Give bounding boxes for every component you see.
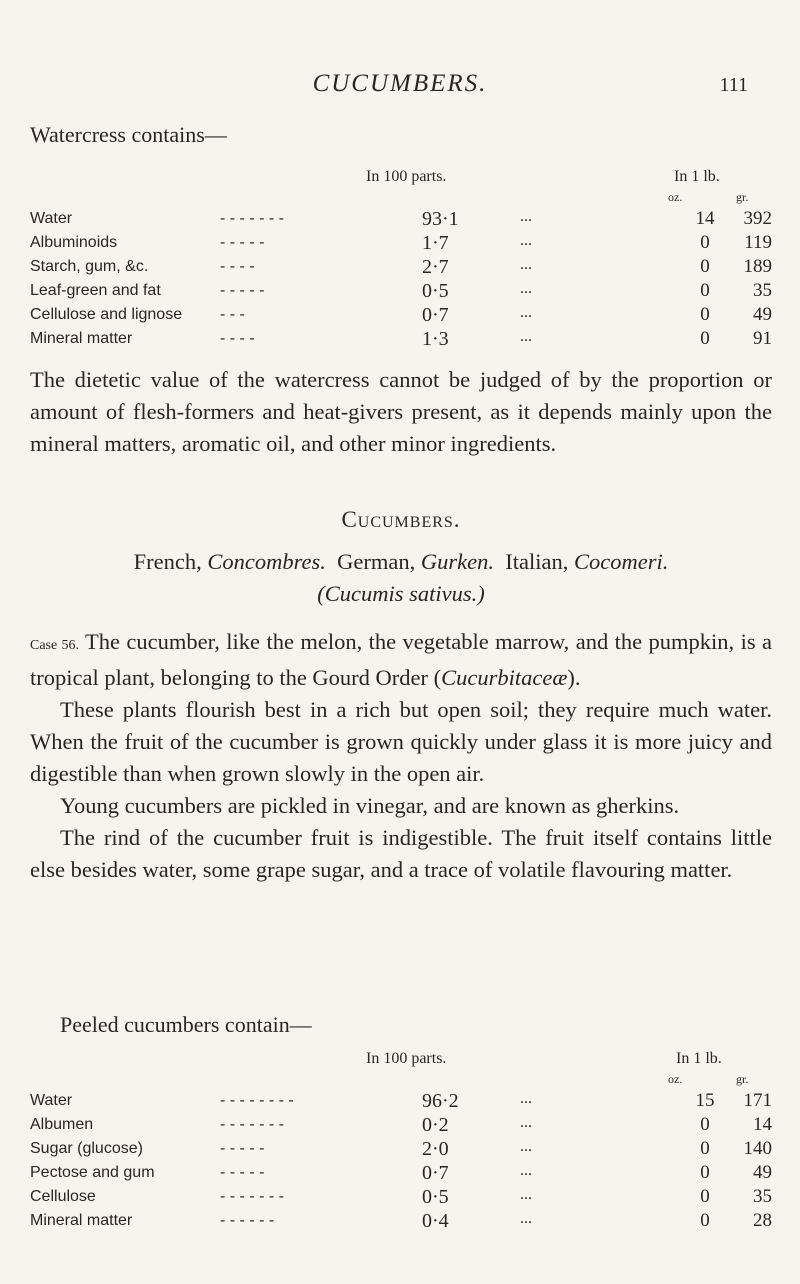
row-label: Water xyxy=(30,1092,73,1109)
row-leader-dots: ... xyxy=(520,1186,532,1203)
row-oz-value: 0 xyxy=(700,1114,710,1135)
row-parts-value: 0·7 xyxy=(422,304,449,326)
french-label: French, xyxy=(133,549,202,574)
table-row xyxy=(30,1116,770,1140)
row-parts-value: 1·7 xyxy=(422,232,449,254)
row-parts-value: 0·7 xyxy=(422,1162,449,1184)
paragraph-1-text: The cucumber, like the melon, the vegetable marrow, and the pumpkin, is a tropical plant, belonging to the Gourd Order ( xyxy=(30,629,772,690)
row-label: Pectose and gum xyxy=(30,1164,155,1181)
row-dashes: - - - - - - - - xyxy=(220,1092,294,1109)
row-dashes: - - - xyxy=(220,306,245,323)
paragraph-4: The rind of the cucumber fruit is indigestible. The fruit itself contains little else besides water, some grape sugar, and a trace of volatile flavouring matter. xyxy=(30,825,772,882)
row-label: Albumen xyxy=(30,1116,94,1133)
table-row xyxy=(30,1188,770,1212)
row-leader-dots: ... xyxy=(520,304,532,321)
paragraph-1-italic: Cucurbitaceæ xyxy=(441,665,568,690)
row-parts-value: 0·5 xyxy=(422,1186,449,1208)
cucumber-table-intro: Peeled cucumbers contain— xyxy=(60,1012,312,1037)
row-parts-value: 2·0 xyxy=(422,1138,449,1160)
cucumber-sub-oz: oz. xyxy=(668,1072,683,1086)
paragraph-1-end: ). xyxy=(567,665,581,690)
italian-name: Cocomeri. xyxy=(573,549,669,574)
row-dashes: - - - - xyxy=(220,330,255,347)
latin-name-line xyxy=(30,578,772,610)
row-label: Albuminoids xyxy=(30,234,118,251)
latin-name: (Cucumis sativus.) xyxy=(317,581,485,606)
table-row xyxy=(30,1164,770,1188)
row-leader-dots: ... xyxy=(520,1138,532,1155)
row-gr-value: 189 xyxy=(743,256,772,277)
row-gr-value: 35 xyxy=(753,1186,772,1207)
row-oz-value: 0 xyxy=(700,280,710,301)
row-gr-value: 392 xyxy=(743,208,772,229)
row-gr-value: 35 xyxy=(753,280,772,301)
paragraph-2: These plants flourish best in a rich but open soil; they require much water. When the fruit of the cucumber is grown quickly under glass it is more juicy and digestible than when grown slowly in the open air. xyxy=(30,697,772,786)
row-label: Mineral matter xyxy=(30,1212,133,1229)
row-parts-value: 0·4 xyxy=(422,1210,449,1232)
table-row xyxy=(30,306,770,330)
table-row xyxy=(30,330,770,354)
table-row xyxy=(30,258,770,282)
body-text xyxy=(30,626,772,886)
dietetic-paragraph xyxy=(30,364,772,460)
table-row xyxy=(30,234,770,258)
row-parts-value: 96·2 xyxy=(422,1090,459,1112)
row-oz-value: 0 xyxy=(700,1210,710,1231)
table-row xyxy=(30,1140,770,1164)
row-leader-dots: ... xyxy=(520,1114,532,1131)
table-row xyxy=(30,1092,770,1116)
table-row xyxy=(30,1212,770,1236)
italian-label: Italian, xyxy=(505,549,569,574)
row-gr-value: 49 xyxy=(753,1162,772,1183)
row-oz-value: 0 xyxy=(700,1162,710,1183)
row-label: Mineral matter xyxy=(30,330,133,347)
row-gr-value: 171 xyxy=(743,1090,772,1111)
german-label: German, xyxy=(337,549,416,574)
row-dashes: - - - - - - - xyxy=(220,210,284,227)
watercress-col-lb: In 1 lb. xyxy=(674,168,720,185)
row-leader-dots: ... xyxy=(520,256,532,273)
row-dashes: - - - - xyxy=(220,258,255,275)
row-gr-value: 119 xyxy=(744,232,772,253)
row-dashes: - - - - - - - xyxy=(220,1116,284,1133)
row-label: Starch, gum, &c. xyxy=(30,258,149,275)
row-parts-value: 0·2 xyxy=(422,1114,449,1136)
row-gr-value: 49 xyxy=(753,304,772,325)
french-name: Concombres. xyxy=(207,549,326,574)
row-oz-value: 0 xyxy=(700,232,710,253)
watercress-table-intro: Watercress contains— xyxy=(30,122,227,147)
row-oz-value: 15 xyxy=(695,1090,715,1111)
row-oz-value: 14 xyxy=(695,208,715,229)
row-oz-value: 0 xyxy=(700,304,710,325)
cucumber-col-parts: In 100 parts. xyxy=(366,1050,447,1067)
row-gr-value: 14 xyxy=(753,1114,772,1135)
row-dashes: - - - - - xyxy=(220,1140,265,1157)
table-row xyxy=(30,282,770,306)
row-leader-dots: ... xyxy=(520,280,532,297)
paragraph-3: Young cucumbers are pickled in vinegar, and are known as gherkins. xyxy=(60,793,680,818)
row-dashes: - - - - - xyxy=(220,234,265,251)
common-names-line xyxy=(30,546,772,578)
watercress-sub-oz: oz. xyxy=(668,190,683,204)
watercress-col-parts: In 100 parts. xyxy=(366,168,447,185)
row-parts-value: 93·1 xyxy=(422,208,459,230)
running-title: CUCUMBERS. xyxy=(312,70,488,97)
cucumber-sub-gr: gr. xyxy=(736,1072,749,1086)
row-dashes: - - - - - - xyxy=(220,1212,275,1229)
table-row xyxy=(30,210,770,234)
row-dashes: - - - - - xyxy=(220,1164,265,1181)
row-label: Cellulose xyxy=(30,1188,96,1205)
row-label: Cellulose and lignose xyxy=(30,306,183,323)
row-leader-dots: ... xyxy=(520,1210,532,1227)
row-oz-value: 0 xyxy=(700,256,710,277)
row-oz-value: 0 xyxy=(700,328,710,349)
german-name: Gurken. xyxy=(420,549,494,574)
section-title xyxy=(30,504,772,536)
row-leader-dots: ... xyxy=(520,1090,532,1107)
paragraph-1 xyxy=(30,626,772,694)
row-dashes: - - - - - - - xyxy=(220,1188,284,1205)
row-label: Leaf-green and fat xyxy=(30,282,161,299)
row-leader-dots: ... xyxy=(520,208,532,225)
row-dashes: - - - - - xyxy=(220,282,265,299)
row-oz-value: 0 xyxy=(700,1186,710,1207)
section-title-text: Cucumbers. xyxy=(341,507,461,532)
row-gr-value: 140 xyxy=(743,1138,772,1159)
watercress-sub-gr: gr. xyxy=(736,190,749,204)
row-parts-value: 0·5 xyxy=(422,280,449,302)
row-leader-dots: ... xyxy=(520,1162,532,1179)
case-label: Case 56. xyxy=(30,638,80,653)
row-leader-dots: ... xyxy=(520,232,532,249)
row-parts-value: 2·7 xyxy=(422,256,449,278)
dietetic-text: The dietetic value of the watercress cannot be judged of by the proportion or amount of flesh-formers and heat-givers present, as it depends mainly upon the mineral matters, aromatic oil, and other minor ingredients. xyxy=(30,367,772,456)
row-gr-value: 28 xyxy=(753,1210,772,1231)
row-parts-value: 1·3 xyxy=(422,328,449,350)
row-gr-value: 91 xyxy=(753,328,772,349)
row-oz-value: 0 xyxy=(700,1138,710,1159)
row-label: Sugar (glucose) xyxy=(30,1140,143,1157)
cucumber-col-lb: In 1 lb. xyxy=(676,1050,722,1067)
row-label: Water xyxy=(30,210,73,227)
page-number: 111 xyxy=(719,74,748,96)
row-leader-dots: ... xyxy=(520,328,532,345)
